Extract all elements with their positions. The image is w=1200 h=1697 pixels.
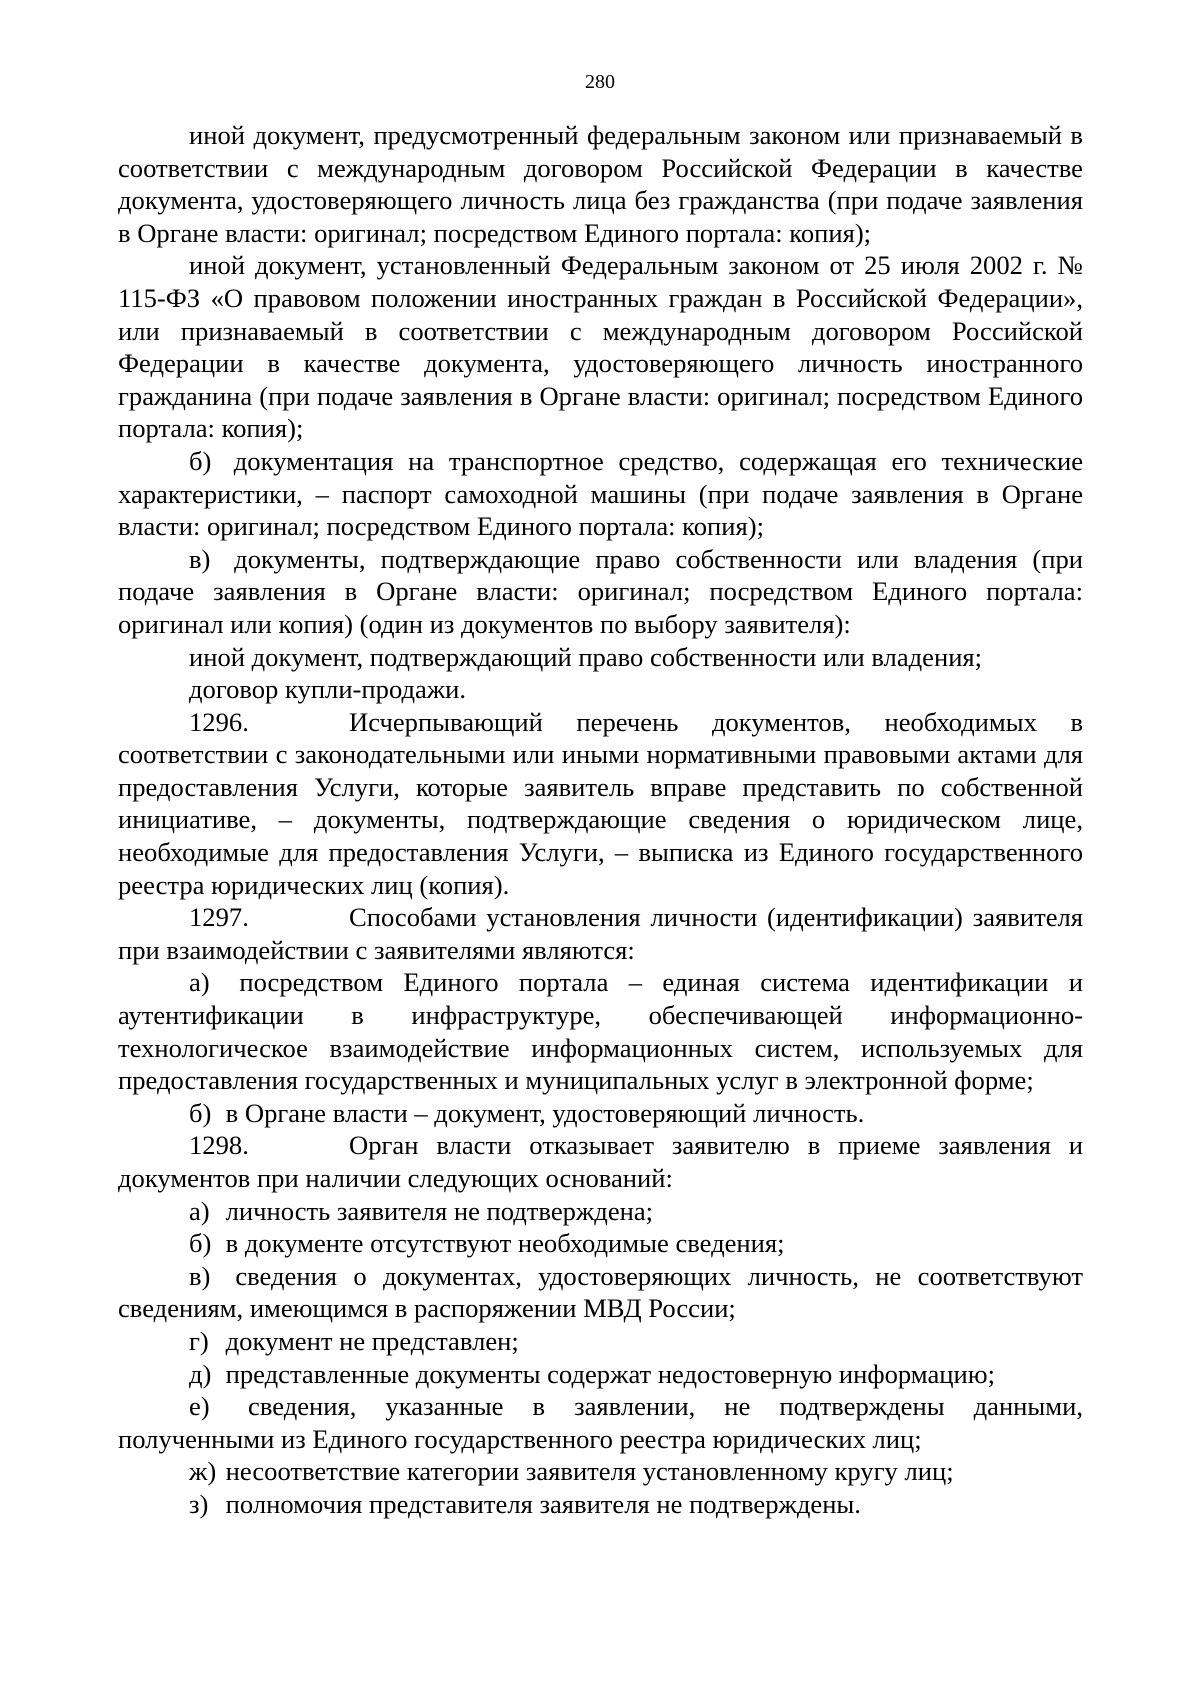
clause-text: Способами установления личности (идентификации) заявителя при взаимодействии с заявителями являются: bbox=[118, 902, 1083, 965]
list-item bbox=[118, 1195, 1083, 1228]
list-item-label: г) bbox=[189, 1325, 209, 1356]
list-item bbox=[118, 445, 1083, 543]
paragraph: иной документ, установленный Федеральным законом от 25 июля 2002 г. № 115-ФЗ «О правовом положении иностранных граждан в Российской Федерации», или признаваемый в соответствии с международным договором Российской Федерации в качестве документа, удостоверяющего личность иностранного гражданина (при подаче заявления в Органе власти: оригинал; посредством Единого портала: копия); bbox=[118, 250, 1083, 444]
paragraph: иной документ, подтверждающий право собственности или владения; bbox=[189, 641, 983, 672]
list-item-text: документ не представлен; bbox=[225, 1325, 519, 1356]
list-item bbox=[118, 1358, 1083, 1391]
list-item-label: д) bbox=[189, 1358, 212, 1389]
list-item bbox=[118, 1260, 1083, 1325]
list-item-label: в) bbox=[189, 1260, 211, 1291]
list-item bbox=[118, 543, 1083, 641]
list-item-label: б) bbox=[189, 1228, 212, 1259]
clause-number: 1296. bbox=[189, 706, 249, 737]
list-item bbox=[118, 1325, 1083, 1358]
clause-number: 1297. bbox=[189, 902, 249, 933]
list-item-text: документы, подтверждающие право собственности или владения (при подаче заявления в Органе власти: оригинал; посредством Единого портала: оригинал или копия) (один из документов по выбору заявителя): bbox=[118, 543, 1083, 639]
list-item bbox=[118, 1390, 1083, 1455]
list-item-label: е) bbox=[189, 1391, 210, 1422]
clause-text: Исчерпывающий перечень документов, необходимых в соответствии с законодательными или иными нормативными правовыми актами для предоставления Услуги, которые заявитель вправе представить по собственной инициативе, – документы, подтверждающие сведения о юридическом лице, необходимые для предоставления Услуги, – выписка из Единого государственного реестра юридических лиц (копия). bbox=[118, 706, 1083, 900]
list-item-text: посредством Единого портала – единая система идентификации и аутентификации в инфраструктуре, обеспечивающей информационно-технологическое взаимодействие информационных систем, используемых для предоставления государственных и муниципальных услуг в электронной форме; bbox=[118, 967, 1083, 1096]
list-item-text: личность заявителя не подтверждена; bbox=[225, 1195, 654, 1226]
list-item-label: а) bbox=[189, 1195, 210, 1226]
list-item-text: сведения, указанные в заявлении, не подтверждены данными, полученными из Единого государственного реестра юридических лиц; bbox=[118, 1391, 1083, 1454]
list-item bbox=[118, 966, 1083, 1096]
list-item bbox=[118, 1488, 1083, 1521]
clause-number: 1298. bbox=[189, 1130, 249, 1161]
list-item-label: б) bbox=[189, 1097, 212, 1128]
list-item-text: сведения о документах, удостоверяющих личность, не соответствуют сведениям, имеющимся в распоряжении МВД России; bbox=[118, 1260, 1083, 1324]
numbered-clause bbox=[118, 901, 1083, 966]
list-item bbox=[118, 1455, 1083, 1488]
list-item bbox=[118, 1227, 1083, 1260]
list-item-label: ж) bbox=[189, 1456, 217, 1487]
list-item-label: б) bbox=[189, 445, 212, 476]
list-item-label: в) bbox=[189, 543, 211, 574]
list-item-text: в документе отсутствуют необходимые сведения; bbox=[225, 1228, 785, 1259]
list-item-text: документация на транспортное средство, содержащая его технические характеристики, – паспорт самоходной машины (при подаче заявления в Органе власти: оригинал; посредством Единого портала: копия); bbox=[118, 445, 1083, 542]
list-item-label: з) bbox=[189, 1488, 209, 1519]
numbered-clause bbox=[118, 1129, 1083, 1194]
paragraph: договор купли-продажи. bbox=[189, 674, 467, 705]
list-item-text: несоответствие категории заявителя установленному кругу лиц; bbox=[225, 1456, 954, 1487]
list-item-text: в Органе власти – документ, удостоверяющий личность. bbox=[225, 1097, 865, 1128]
clause-text: Орган власти отказывает заявителю в приеме заявления и документов при наличии следующих оснований: bbox=[118, 1130, 1083, 1193]
page-number: 280 bbox=[585, 71, 615, 93]
numbered-clause bbox=[118, 706, 1083, 902]
document-body bbox=[118, 119, 1083, 1521]
list-item-text: представленные документы содержат недостоверную информацию; bbox=[225, 1358, 995, 1389]
list-item-label: а) bbox=[189, 967, 210, 998]
list-item-text: полномочия представителя заявителя не подтверждены. bbox=[225, 1488, 861, 1519]
list-item bbox=[118, 1097, 1083, 1130]
paragraph: иной документ, предусмотренный федеральным законом или признаваемый в соответствии с международным договором Российской Федерации в качестве документа, удостоверяющего личность лица без гражданства (при подаче заявления в Органе власти: оригинал; посредством Единого портала: копия); bbox=[118, 120, 1083, 248]
